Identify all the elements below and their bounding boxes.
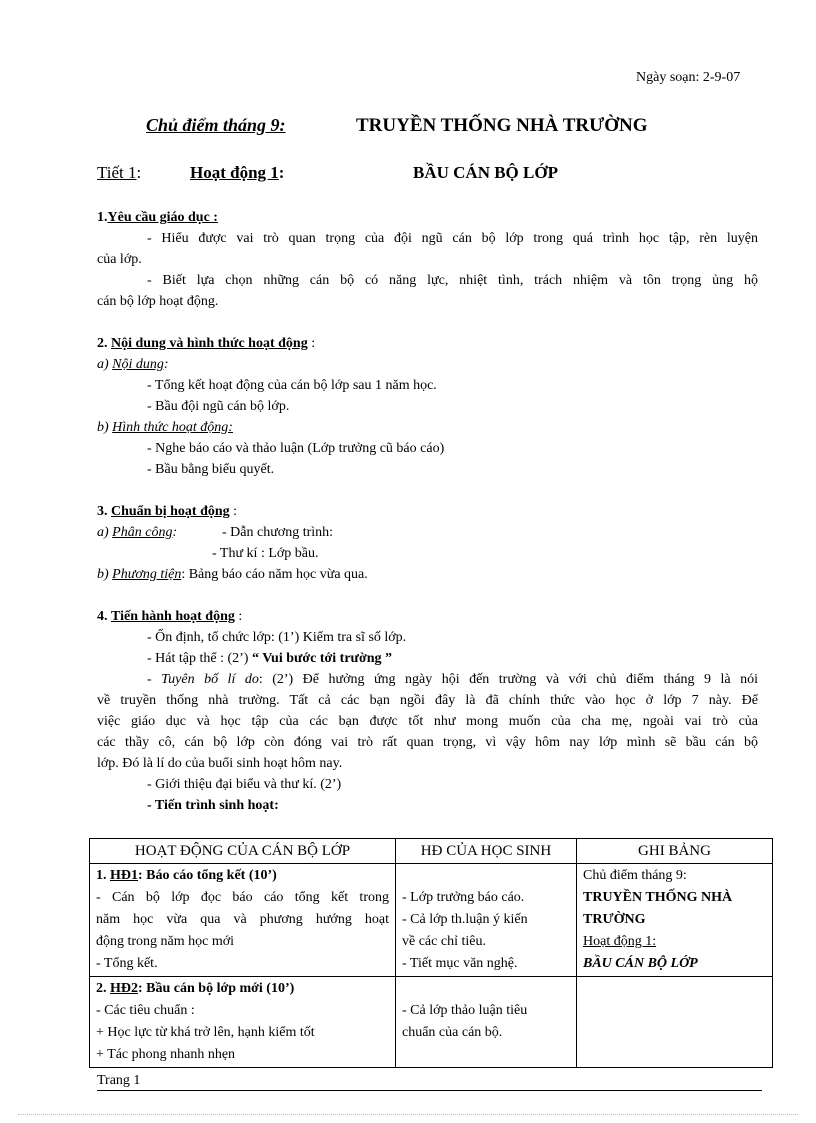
section2-heading: 2. Nội dung và hình thức hoạt động : <box>97 336 316 351</box>
table-cell <box>90 977 396 1068</box>
section4-reason-line3: việc giáo dục và học tập của các bạn được tốt như mong muốn của cha mẹ, ngoài vai trò của <box>97 714 758 729</box>
date-prepared: Ngày soạn: 2-9-07 <box>636 70 741 85</box>
list-item: - Nghe báo cáo và thảo luận (Lớp trưởng cũ báo cáo) <box>147 441 445 456</box>
section4-reason-line5: lớp. Đó là lí do của buổi sinh hoạt hôm nay. <box>97 756 343 771</box>
table-cell <box>90 864 396 977</box>
section4-reason-line4: các thầy cô, cán bộ lớp còn đóng vai trò rất quan trọng, vì vậy hôm nay lớp mình sẽ bầu cán bộ <box>97 735 758 750</box>
row1-col1-line: năm học vừa qua và phương hướng hoạt <box>96 912 389 927</box>
row2-col1-line: + Học lực từ khá trở lên, hạnh kiểm tốt <box>96 1025 315 1040</box>
section1-heading: 1.Yêu cầu giáo dục : <box>97 210 218 225</box>
row1-col2-line: - Cả lớp th.luận ý kiến <box>402 912 528 927</box>
period-label: Tiết 1: <box>97 163 142 182</box>
section4-item4: - Giới thiệu đại biểu và thư kí. (2’) <box>147 777 342 792</box>
activity-text: Hoạt động 1 <box>190 163 279 182</box>
table-cell <box>396 864 577 977</box>
row1-col2-line: - Tiết mục văn nghệ. <box>402 956 518 971</box>
section1-p2b: cán bộ lớp hoạt động. <box>97 294 219 309</box>
row1-col3-line: Chủ điểm tháng 9: <box>583 868 687 883</box>
table-cell <box>577 864 773 977</box>
section3-heading: 3. Chuẩn bị hoạt động : <box>97 504 238 519</box>
row1-col1-line: - Tổng kết. <box>96 956 158 971</box>
section4-item1: - Ổn định, tổ chức lớp: (1’) Kiểm tra sĩ số lớp. <box>147 630 407 645</box>
row1-col1-line: - Cán bộ lớp đọc báo cáo tổng kết trong <box>96 890 389 905</box>
section4-reason-line2: về truyền thống nhà trường. Tất cả các bạn ngồi đây là đã chính thức vào học ở lớp 7 này. Để <box>97 693 758 708</box>
table-header-row <box>90 839 773 864</box>
list-item: - Bầu bằng biểu quyết. <box>147 462 275 477</box>
section4-reason-line1: - Tuyên bố lí do: (2’) Để hưởng ứng ngày hội đến trường và với chủ điểm tháng 9 là nói <box>147 672 759 687</box>
row2-col1-line: - Các tiêu chuẩn : <box>96 1003 195 1018</box>
table-header: HOẠT ĐỘNG CỦA CÁN BỘ LỚP <box>90 839 396 864</box>
section1-p2: - Biết lựa chọn những cán bộ có năng lực, nhiệt tình, trách nhiệm và tôn trọng ủng hộ <box>147 273 758 288</box>
list-item: - Bầu đội ngũ cán bộ lớp. <box>147 399 290 414</box>
activity-table <box>89 838 773 1068</box>
period-text: Tiết 1 <box>97 163 137 182</box>
section3-a: a) Phân công: - Dẫn chương trình: <box>97 525 334 540</box>
section1-p1b: của lớp. <box>97 252 142 267</box>
page-footer <box>97 1073 762 1091</box>
section4-heading: 4. Tiến hành hoạt động : <box>97 609 243 624</box>
table-header: GHI BẢNG <box>577 839 773 864</box>
row2-col1-line: + Tác phong nhanh nhẹn <box>96 1047 236 1062</box>
section4-item5: - Tiến trình sinh hoạt: <box>147 798 279 813</box>
row1-title: 1. HĐ1: Báo cáo tổng kết (10’) <box>96 868 277 883</box>
page-number: Trang 1 <box>97 1073 141 1088</box>
list-item: - Tổng kết hoạt động của cán bộ lớp sau 1 năm học. <box>147 378 437 393</box>
row1-col2-line: về các chỉ tiêu. <box>402 934 486 949</box>
table-row <box>90 864 773 977</box>
page-bottom-rule <box>18 1114 798 1115</box>
section3-a-item2: - Thư kí : Lớp bầu. <box>212 546 319 561</box>
row1-col3-line: Hoạt động 1: <box>583 934 657 949</box>
row1-col3-line: TRUYỀN THỐNG NHÀ <box>583 890 733 905</box>
section4-item2: - Hát tập thể : (2’) “ Vui bước tới trường ” <box>147 651 392 666</box>
row1-col1-line: động trong năm học mới <box>96 934 235 949</box>
table-cell <box>396 977 577 1068</box>
table-cell <box>577 977 773 1068</box>
activity-title: BẦU CÁN BỘ LỚP <box>413 163 558 182</box>
section2-b-label: b) Hình thức hoạt động: <box>97 420 233 435</box>
section2-a-label: a) Nội dung: <box>97 357 169 372</box>
section3-b: b) Phương tiện: Bảng báo cáo năm học vừa qua. <box>97 567 368 582</box>
theme-label: Chủ điểm tháng 9: <box>146 115 286 135</box>
row2-title: 2. HĐ2: Bầu cán bộ lớp mới (10’) <box>96 981 295 996</box>
section1-p1: - Hiểu được vai trò quan trọng của đội ngũ cán bộ lớp trong quá trình học tập, rèn luyện <box>147 231 758 246</box>
table-row <box>90 977 773 1068</box>
row1-col3-line: TRƯỜNG <box>583 912 646 927</box>
table-header: HĐ CỦA HỌC SINH <box>396 839 577 864</box>
row2-col2-line: chuẩn của cán bộ. <box>402 1025 503 1040</box>
row1-col3-line: BẦU CÁN BỘ LỚP <box>583 956 698 971</box>
row2-col2-line: - Cả lớp thảo luận tiêu <box>402 1003 528 1018</box>
theme-title: TRUYỀN THỐNG NHÀ TRƯỜNG <box>356 115 648 136</box>
row1-col2-line: - Lớp trưởng báo cáo. <box>402 890 525 905</box>
activity-label: Hoạt động 1: <box>190 163 285 182</box>
